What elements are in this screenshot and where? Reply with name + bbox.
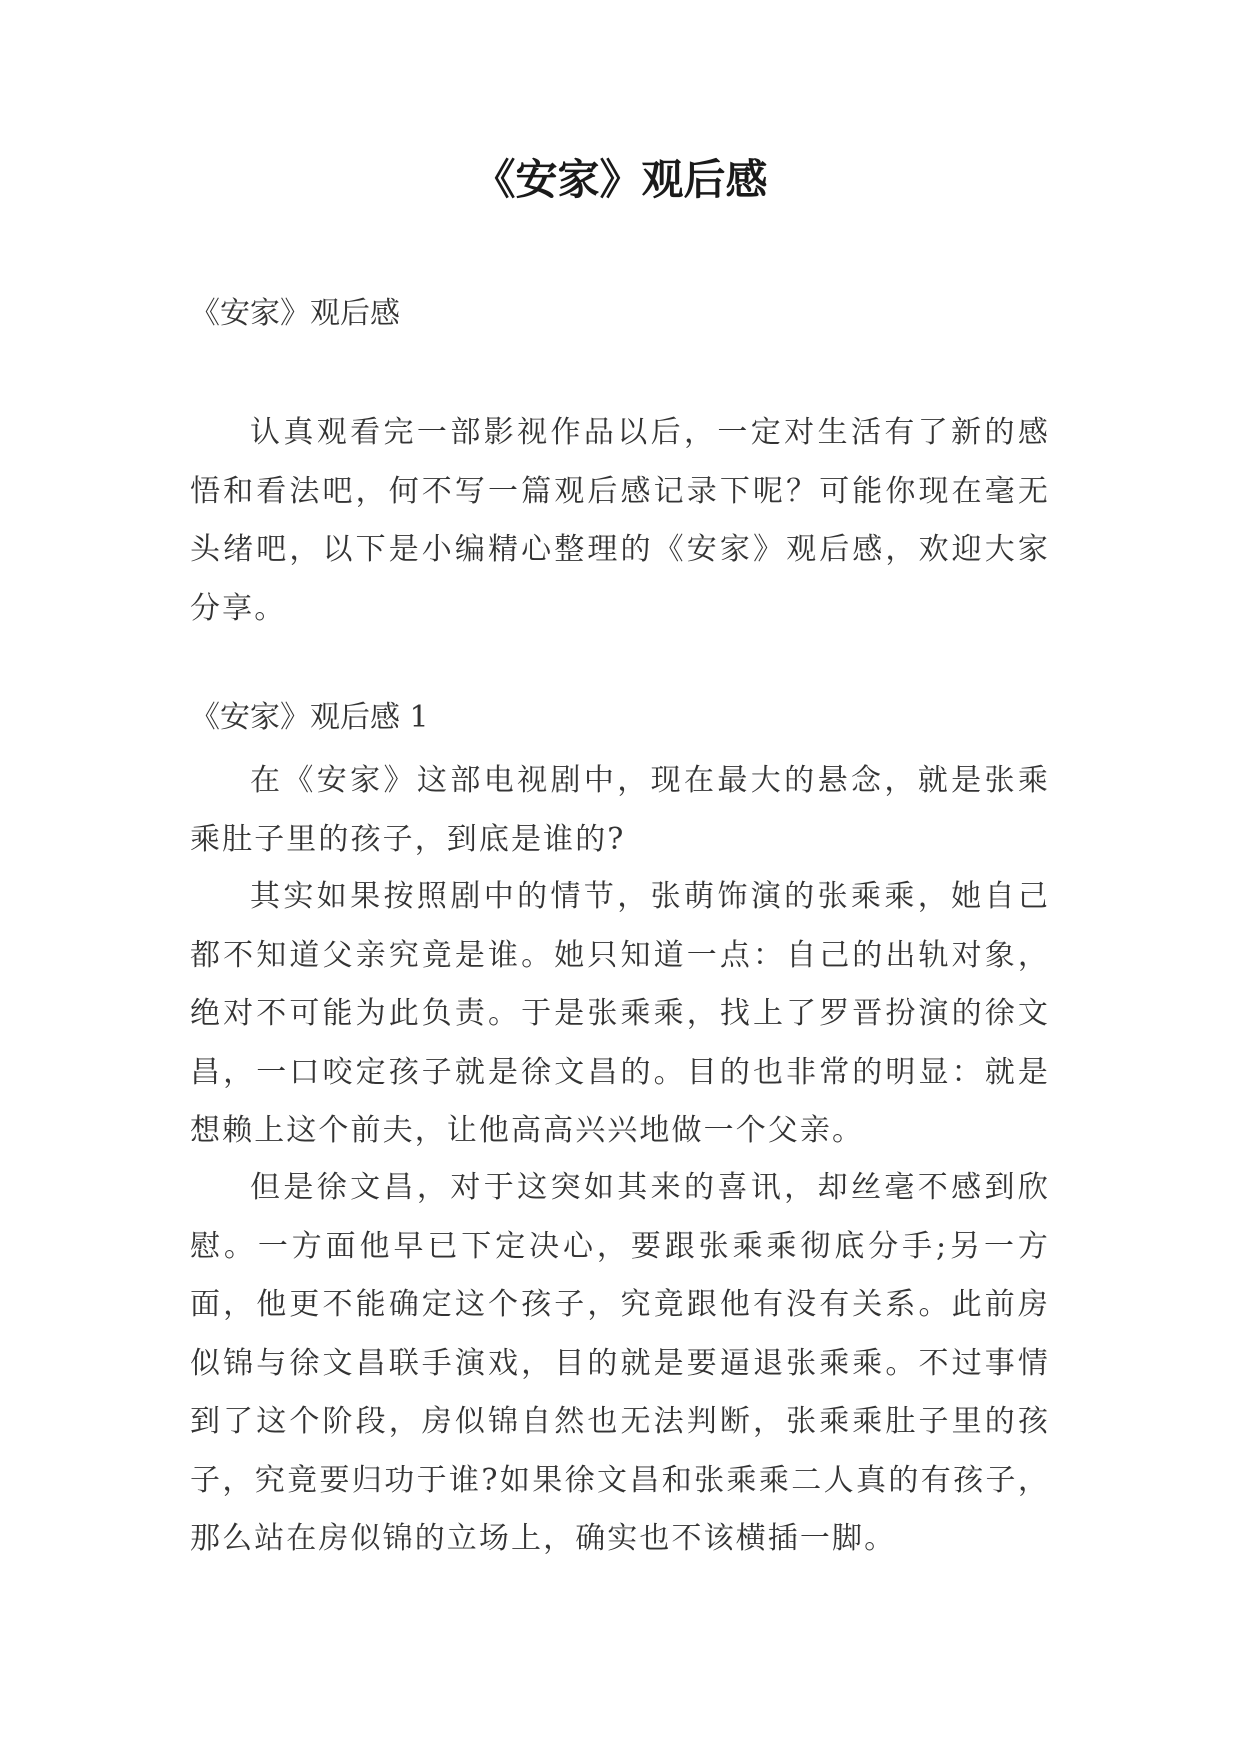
document-subtitle: 《安家》观后感 [190, 296, 400, 331]
body-paragraph-2: 其实如果按照剧中的情节，张萌饰演的张乘乘，她自己都不知道父亲究竟是谁。她只知道一点：自己的出轨对象，绝对不可能为此负责。于是张乘乘，找上了罗晋扮演的徐文昌，一口咬定孩子就是徐文昌的。目的也非常的明显：就是想赖上这个前夫，让他高高兴兴地做一个父亲。 [190, 879, 1050, 1148]
document-title: 《安家》观后感 [473, 155, 768, 204]
intro-paragraph: 认真观看完一部影视作品以后，一定对生活有了新的感悟和看法吧，何不写一篇观后感记录下呢？可能你现在毫无头绪吧，以下是小编精心整理的《安家》观后感，欢迎大家分享。 [190, 415, 1050, 626]
body-paragraph-3: 但是徐文昌，对于这突如其来的喜讯，却丝毫不感到欣慰。一方面他早已下定决心，要跟张乘乘彻底分手;另一方面，他更不能确定这个孩子，究竟跟他有没有关系。此前房似锦与徐文昌联手演戏，目的就是要逼退张乘乘。不过事情到了这个阶段，房似锦自然也无法判断，张乘乘肚子里的孩子，究竟要归功于谁?如果徐文昌和张乘乘二人真的有孩子，那么站在房似锦的立场上，确实也不该横插一脚。 [190, 1170, 1050, 1556]
body-paragraph-1: 在《安家》这部电视剧中，现在最大的悬念，就是张乘乘肚子里的孩子，到底是谁的? [190, 763, 1050, 857]
section-heading: 《安家》观后感 1 [190, 700, 429, 735]
